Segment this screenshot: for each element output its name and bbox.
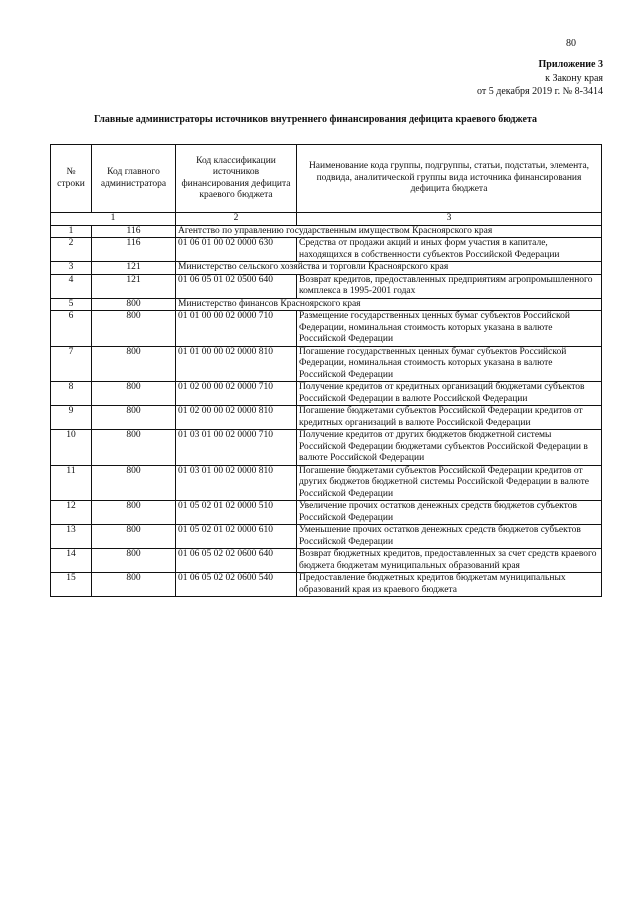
code-name: Погашение бюджетами субъектов Российской Федерации кредитов от других бюджетов бюджетной системы Российской Федерации в валюте Российской Федерации: [297, 465, 602, 501]
document-title: Главные администраторы источников внутреннего финансирования дефицита краевого бюджета: [94, 114, 537, 125]
row-number: 8: [51, 382, 92, 406]
row-number: 15: [51, 573, 92, 597]
classification-code: 01 03 01 00 02 0000 710: [176, 430, 297, 466]
classification-code: 01 05 02 01 02 0000 510: [176, 501, 297, 525]
admin-code: 116: [92, 238, 176, 262]
table-row: [51, 238, 602, 262]
classification-code: 01 06 05 01 02 0500 640: [176, 274, 297, 298]
admin-code: 800: [92, 298, 176, 311]
header-classification-code: Код классификации источников финансирования дефицита краевого бюджета: [176, 145, 297, 213]
row-number: 14: [51, 549, 92, 573]
appendix-law-ref: к Закону края: [545, 72, 603, 84]
row-number: 2: [51, 238, 92, 262]
classification-code: 01 06 05 02 02 0600 640: [176, 549, 297, 573]
admin-code: 800: [92, 501, 176, 525]
code-name: Получение кредитов от других бюджетов бюджетной системы Российской Федерации бюджетами субъектов Российской Федерации в валюте Российской Федерации: [297, 430, 602, 466]
admin-code: 800: [92, 549, 176, 573]
table-row: [51, 274, 602, 298]
column-number: 2: [176, 213, 297, 226]
row-number: 9: [51, 406, 92, 430]
table-row: [51, 298, 602, 311]
table-body: [51, 225, 602, 597]
table-row: [51, 430, 602, 466]
row-number: 11: [51, 465, 92, 501]
row-number: 6: [51, 311, 92, 347]
classification-code: 01 02 00 00 02 0000 810: [176, 406, 297, 430]
code-name: Погашение бюджетами субъектов Российской Федерации кредитов от кредитных организаций в валюте Российской Федерации: [297, 406, 602, 430]
table-row: [51, 549, 602, 573]
table-row: [51, 406, 602, 430]
administrators-table: [50, 144, 602, 597]
code-name: Предоставление бюджетных кредитов бюджетам муниципальных образований края из краевого бюджета: [297, 573, 602, 597]
admin-code: 121: [92, 274, 176, 298]
classification-code: 01 01 00 00 02 0000 810: [176, 346, 297, 382]
admin-code: 800: [92, 465, 176, 501]
admin-code: 800: [92, 406, 176, 430]
admin-code: 800: [92, 346, 176, 382]
row-number: 5: [51, 298, 92, 311]
classification-code: 01 02 00 00 02 0000 710: [176, 382, 297, 406]
table-row: [51, 225, 602, 238]
table-row: [51, 382, 602, 406]
header-admin-code: Код главного администратора: [92, 145, 176, 213]
admin-name: Министерство сельского хозяйства и торговли Красноярского края: [176, 262, 602, 275]
table-row: [51, 262, 602, 275]
code-name: Получение кредитов от кредитных организаций бюджетами субъектов Российской Федерации в валюте Российской Федерации: [297, 382, 602, 406]
admin-name: Министерство финансов Красноярского края: [176, 298, 602, 311]
table-row: [51, 501, 602, 525]
column-number: 3: [297, 213, 602, 226]
table-row: [51, 525, 602, 549]
header-code-name: Наименование кода группы, подгруппы, статьи, подстатьи, элемента, подвида, аналитической группы вида источника финансирования дефицита бюджета: [297, 145, 602, 213]
table-row: [51, 573, 602, 597]
code-name: Уменьшение прочих остатков денежных средств бюджетов субъектов Российской Федерации: [297, 525, 602, 549]
admin-name: Агентство по управлению государственным имуществом Красноярского края: [176, 225, 602, 238]
row-number: 4: [51, 274, 92, 298]
code-name: Средства от продажи акций и иных форм участия в капитале, находящихся в собственности субъектов Российской Федерации: [297, 238, 602, 262]
column-number-row: [51, 213, 602, 226]
admin-code: 121: [92, 262, 176, 275]
table-row: [51, 311, 602, 347]
appendix-block: [477, 58, 603, 99]
row-number: 3: [51, 262, 92, 275]
code-name: Возврат бюджетных кредитов, предоставленных за счет средств краевого бюджета бюджетам муниципальных образований края: [297, 549, 602, 573]
appendix-law-date: от 5 декабря 2019 г. № 8-3414: [477, 86, 603, 97]
appendix-title: Приложение 3: [538, 59, 603, 70]
classification-code: 01 06 05 02 02 0600 540: [176, 573, 297, 597]
admin-code: 800: [92, 525, 176, 549]
row-number: 12: [51, 501, 92, 525]
classification-code: 01 03 01 00 02 0000 810: [176, 465, 297, 501]
page-number: 80: [566, 38, 576, 49]
table-row: [51, 346, 602, 382]
code-name: Погашение государственных ценных бумаг субъектов Российской Федерации, номинальная стоимость которых указана в валюте Российской Федерации: [297, 346, 602, 382]
code-name: Возврат кредитов, предоставленных предприятиям агропромышленного комплекса в 1995-2001 годах: [297, 274, 602, 298]
classification-code: 01 05 02 01 02 0000 610: [176, 525, 297, 549]
code-name: Увеличение прочих остатков денежных средств бюджетов субъектов Российской Федерации: [297, 501, 602, 525]
admin-code: 116: [92, 225, 176, 238]
row-number: 10: [51, 430, 92, 466]
admin-code: 800: [92, 430, 176, 466]
column-number: 1: [51, 213, 176, 226]
admin-code: 800: [92, 311, 176, 347]
admin-code: 800: [92, 382, 176, 406]
admin-code: 800: [92, 573, 176, 597]
row-number: 13: [51, 525, 92, 549]
row-number: 7: [51, 346, 92, 382]
header-row-number: № строки: [51, 145, 92, 213]
row-number: 1: [51, 225, 92, 238]
classification-code: 01 01 00 00 02 0000 710: [176, 311, 297, 347]
classification-code: 01 06 01 00 02 0000 630: [176, 238, 297, 262]
table-row: [51, 465, 602, 501]
code-name: Размещение государственных ценных бумаг субъектов Российской Федерации, номинальная стоимость которых указана в валюте Российской Федерации: [297, 311, 602, 347]
